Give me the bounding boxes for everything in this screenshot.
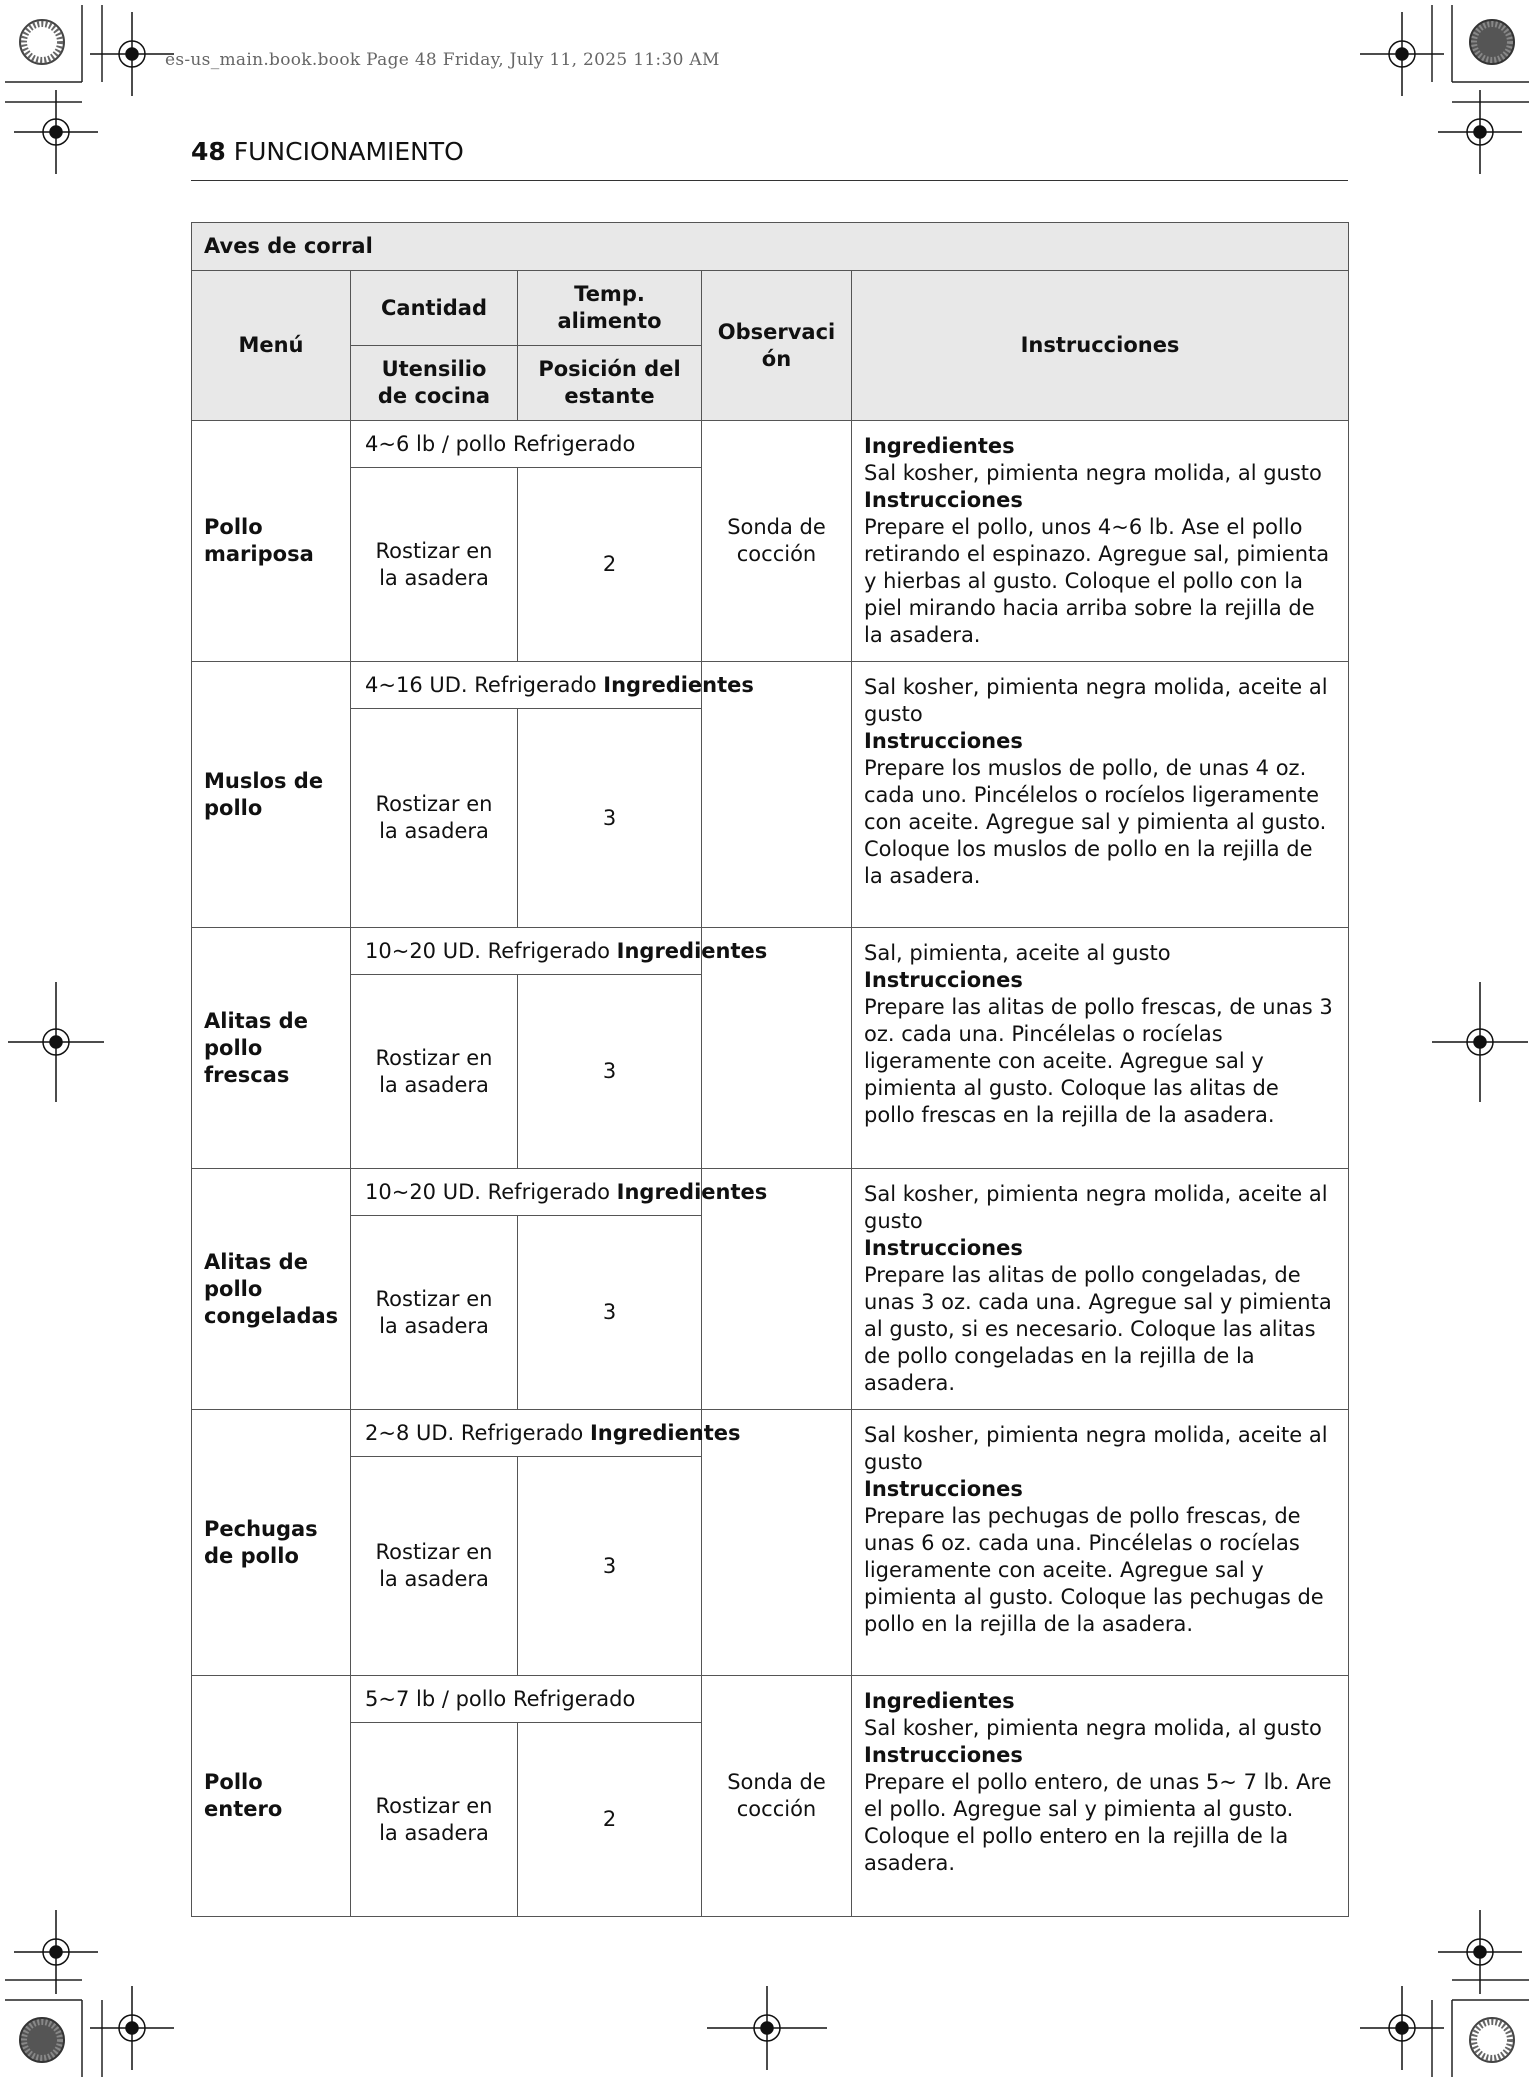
ingredients-text: Sal kosher, pimienta negra molida, aceite al gusto (864, 1423, 1328, 1474)
instructions-text: Prepare el pollo entero, de unas 5~ 7 lb. Are el pollo. Agregue sal y pimienta al gusto. Coloque el pollo entero en la rejilla de la asadera. (864, 1770, 1332, 1875)
table-row (192, 1169, 1349, 1216)
header-rule (191, 180, 1348, 181)
instructions-text: Prepare el pollo, unos 4~6 lb. Ase el pollo retirando el espinazo. Agregue sal, pimienta y hierbas al gusto. Coloque el pollo con la piel mirando hacia arriba sobre la rejilla de la asadera. (864, 515, 1330, 647)
rack-position: 3 (518, 1216, 702, 1410)
print-slug: es-us_main.book.book Page 48 Friday, July 11, 2025 11:30 AM (165, 50, 720, 70)
utensil-text: Rostizar en la asadera (375, 1793, 493, 1845)
utensil (351, 709, 518, 928)
utensil-text: Rostizar en la asadera (375, 1045, 493, 1097)
instructions-cell (852, 1410, 1349, 1676)
ingredients-label: Ingredientes (864, 1689, 1015, 1713)
instructions-label: Instrucciones (864, 968, 1023, 992)
instructions-cell (852, 1676, 1349, 1917)
section-title: Aves de corral (192, 223, 1349, 271)
utensil-text: Rostizar en la asadera (375, 1540, 493, 1591)
page-title: FUNCIONAMIENTO (233, 137, 464, 166)
instructions-text: Prepare las alitas de pollo frescas, de unas 3 oz. cada una. Pincélelas o rocíelas ligeramente con aceite. Agregue sal y pimienta al gusto. Coloque las alitas de pollo frescas en la rejilla de la asadera. (864, 995, 1333, 1127)
quantity-temp (351, 928, 768, 975)
quantity-temp (351, 1169, 768, 1216)
utensil-text: Rostizar en la asadera (375, 792, 493, 843)
instructions-label: Instrucciones (864, 729, 1023, 753)
table-row (192, 662, 1349, 709)
quantity-temp (351, 421, 702, 468)
table-row (192, 1676, 1349, 1723)
quantity-temp (351, 1410, 741, 1457)
quantity-text: 10~20 UD. Refrigerado (365, 1179, 610, 1204)
col-instrucciones: Instrucciones (852, 271, 1349, 421)
col-menu: Menú (192, 271, 351, 421)
instructions-label: Instrucciones (864, 488, 1023, 512)
page-number: 48 (191, 137, 226, 166)
col-observacion: Observaci ón (702, 271, 852, 421)
ingredients-label: Ingredientes (864, 434, 1015, 458)
menu-item-name: Alitas de pollo frescas (192, 928, 351, 1169)
quantity-text: 4~16 UD. Refrigerado (365, 672, 597, 697)
quantity-tail-label: Ingredientes (616, 938, 768, 963)
poultry-table (191, 222, 1349, 1917)
utensil (351, 1723, 518, 1917)
rack-position: 2 (518, 1723, 702, 1917)
utensil (351, 468, 518, 662)
observation-text: Sonda de cocción (727, 1770, 826, 1821)
utensil-text: Rostizar en la asadera (375, 538, 493, 590)
ingredients-text: Sal kosher, pimienta negra molida, aceite al gusto (864, 1182, 1328, 1233)
col-utensilio: Utensilio de cocina (351, 346, 518, 421)
header-row (192, 271, 1349, 346)
instructions-cell (852, 662, 1349, 928)
observation (702, 662, 852, 928)
observation (702, 1169, 852, 1410)
rack-position: 2 (518, 468, 702, 662)
table-row (192, 421, 1349, 468)
menu-item-name: Pechugas de pollo (192, 1410, 351, 1676)
rack-position: 3 (518, 709, 702, 928)
quantity-text: 5~7 lb / pollo Refrigerado (365, 1686, 636, 1711)
quantity-temp (351, 662, 754, 709)
ingredients-text: Sal kosher, pimienta negra molida, al gusto (864, 461, 1322, 485)
observation (702, 1410, 852, 1676)
quantity-tail-label: Ingredientes (616, 1179, 768, 1204)
col-cantidad: Cantidad (351, 271, 518, 346)
rack-position: 3 (518, 1457, 702, 1676)
page-header (191, 137, 464, 166)
quantity-temp (351, 1676, 702, 1723)
instructions-label: Instrucciones (864, 1236, 1023, 1260)
observation-text: Sonda de cocción (727, 515, 826, 566)
instructions-cell (852, 928, 1349, 1169)
observation (702, 421, 852, 662)
quantity-text: 2~8 UD. Refrigerado (365, 1420, 584, 1445)
instructions-cell (852, 421, 1349, 662)
utensil (351, 975, 518, 1169)
instructions-text: Prepare las pechugas de pollo frescas, de unas 6 oz. cada una. Pincélelas o rocíelas ligeramente con aceite. Agregue sal y pimienta al gusto. Coloque las pechugas de pollo en la rejilla de la asadera. (864, 1504, 1324, 1636)
instructions-label: Instrucciones (864, 1477, 1023, 1501)
observation (702, 1676, 852, 1917)
menu-item-name: Alitas de pollo congeladas (192, 1169, 351, 1410)
menu-item-name: Muslos de pollo (192, 662, 351, 928)
instructions-text: Prepare los muslos de pollo, de unas 4 oz. cada uno. Pincélelos o rocíelos ligeramente con aceite. Agregue sal y pimienta al gusto. Coloque los muslos de pollo en la rejilla de la asadera. (864, 756, 1327, 888)
utensil-text: Rostizar en la asadera (375, 1286, 493, 1338)
instructions-label: Instrucciones (864, 1743, 1023, 1767)
menu-item-name: Pollo mariposa (192, 421, 351, 662)
instructions-text: Prepare las alitas de pollo congeladas, de unas 3 oz. cada una. Agregue sal y pimienta al gusto, si es necesario. Coloque las alitas de pollo congeladas en la rejilla de la asadera. (864, 1263, 1332, 1395)
col-temp: Temp. alimento (518, 271, 702, 346)
section-row (192, 223, 1349, 271)
quantity-text: 4~6 lb / pollo Refrigerado (365, 431, 636, 456)
quantity-tail-label: Ingredientes (603, 672, 754, 697)
table-row (192, 928, 1349, 975)
instructions-cell (852, 1169, 1349, 1410)
utensil (351, 1216, 518, 1410)
quantity-text: 10~20 UD. Refrigerado (365, 938, 610, 963)
quantity-tail-label: Ingredientes (589, 1420, 741, 1445)
menu-item-name: Pollo entero (192, 1676, 351, 1917)
observation (702, 928, 852, 1169)
rack-position: 3 (518, 975, 702, 1169)
ingredients-text: Sal, pimienta, aceite al gusto (864, 941, 1171, 965)
utensil (351, 1457, 518, 1676)
table-row (192, 1410, 1349, 1457)
col-posicion: Posición del estante (518, 346, 702, 421)
ingredients-text: Sal kosher, pimienta negra molida, al gusto (864, 1716, 1322, 1740)
ingredients-text: Sal kosher, pimienta negra molida, aceite al gusto (864, 675, 1328, 726)
